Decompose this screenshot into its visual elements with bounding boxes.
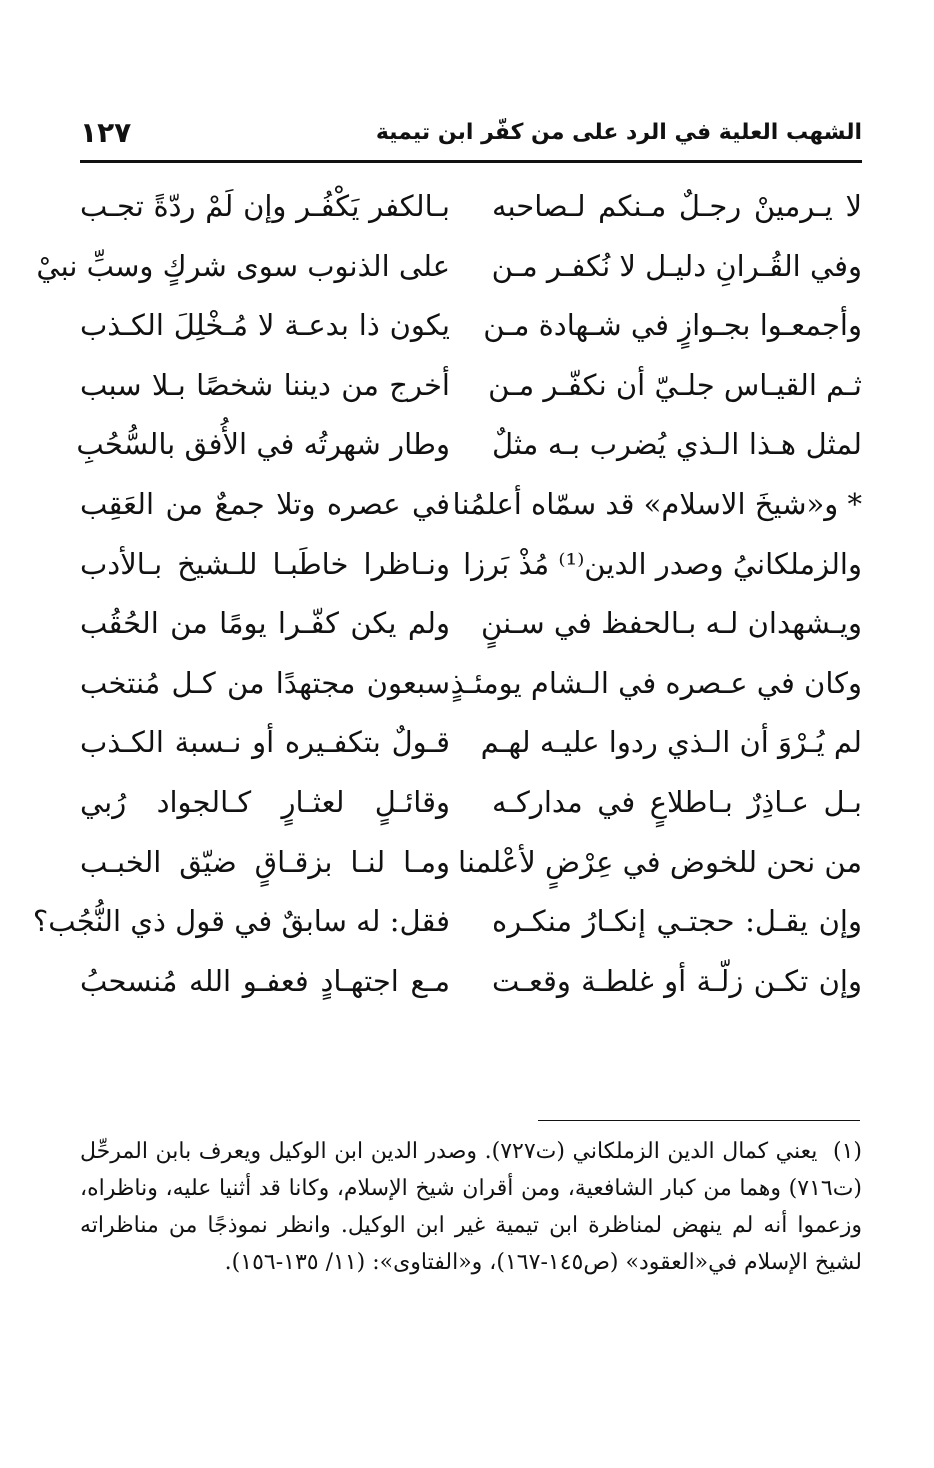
second-hemistich: مـع اجتهـادٍ فعفـو الله مُنسحبُ — [80, 963, 450, 998]
verse-line — [36, 238, 862, 298]
verse-line — [80, 655, 862, 715]
second-hemistich: فقل: له سابقٌ في قول ذي النُّجُب؟ — [32, 904, 450, 939]
first-hemistich: وكان في عـصره في الـشام يومئـذٍ — [450, 665, 862, 700]
first-hemistich: وإن يقـل: حجتـي إنكـارُ منكـره — [492, 904, 862, 939]
verse-line — [80, 595, 862, 655]
second-hemistich: سبعون مجتهدًا من كـل مُنتخب — [80, 665, 450, 700]
verse-line — [80, 357, 862, 417]
second-hemistich: أخرج من ديننا شخصًا بـلا سبب — [80, 367, 450, 402]
book-title: الشهب العلية في الرد على من كفّر ابن تيمية — [375, 120, 862, 145]
first-hemistich: بـل عـاذِرٌ بـاطلاعٍ في مداركـه — [492, 784, 862, 819]
running-header — [80, 112, 862, 158]
verse-line — [80, 297, 862, 357]
footnote — [80, 1133, 862, 1281]
first-hemistich: وأجمعـوا بجـوازٍ في شـهادة مـن — [483, 308, 862, 343]
second-hemistich: قـولٌ بتكفـيره أو نـسبة الكـذب — [80, 725, 450, 760]
second-hemistich: ونـاظرا خاطَبـا للـشيخ بـالأدب — [80, 546, 450, 581]
footnote-divider — [538, 1120, 860, 1121]
first-hemistich: لا يـرمينْ رجـلٌ مـنكم لـصاحبه — [492, 189, 862, 223]
first-hemistich: وفي القُـرانِ دليـل لا نُكفـر مـن — [491, 248, 862, 283]
verse-line — [76, 416, 862, 476]
verse-line — [80, 714, 862, 774]
page-number: ١٢٧ — [80, 116, 132, 149]
first-hemistich: وإن تكـن زلّـة أو غلطـة وقعـت — [492, 963, 862, 998]
first-hemistich: والزملكانيُ وصدر الدين⁽¹⁾ مُذْ بَرزا — [463, 546, 862, 581]
second-hemistich: ومـا لنـا بزقـاقٍ ضيّق الخبـب — [80, 844, 450, 879]
second-hemistich: ولم يكن كفّـرا يومًا من الحُقُب — [80, 606, 450, 641]
verse-line — [32, 893, 862, 953]
second-hemistich: بـالكفر يَكْفُـر وإن لَمْ ردّةً تجـب — [80, 189, 450, 223]
verse-line — [80, 953, 862, 1013]
first-hemistich: * و«شيخَ الاسلام» قد سمّاه أعلمُنا — [452, 486, 862, 521]
header-divider — [80, 160, 862, 163]
first-hemistich: من نحن للخوض في عِرْضٍ لأعْلمنا — [458, 844, 862, 879]
second-hemistich: وطار شهرتُه في الأُفق بالسُّحُبِ — [76, 427, 450, 462]
first-hemistich: ثـم القيـاس جلـيّ أن نكفّـر مـن — [488, 367, 862, 402]
first-hemistich: ويـشهدان لـه بـالحفظ في سـننٍ — [481, 606, 862, 641]
verse-line — [80, 834, 862, 894]
first-hemistich: لمثل هـذا الـذي يُضرب بـه مثلٌ — [492, 427, 862, 462]
footnote-text: يعني كمال الدين الزملكاني (ت٧٢٧). وصدر الدين ابن الوكيل ويعرف بابن المرحِّل (ت٧١٦) وهما من كبار الشافعية، ومن أقران شيخ الإسلام، وكانا قد أثنيا عليه، وناظراه، وزعموا أنه لم ينهض لمناظرة ابن تيمية غير ابن الوكيل. وانظر نموذجًا من مناظراته لشيخ الإسلام في«العقود» (ص١٤٥-١٦٧)، و«الفتاوى»: (١١/ ١٣٥-١٥٦). — [80, 1139, 862, 1275]
footnote-marker: (١) — [832, 1139, 862, 1164]
verse-line — [80, 476, 862, 536]
second-hemistich: وقائـلٍ لعثـارٍ كـالجواد رُبي — [80, 784, 450, 819]
second-hemistich: يكون ذا بدعـة لا مُـخْلِلَ الكـذب — [80, 308, 450, 343]
verse-line — [80, 536, 862, 596]
verse-line — [80, 178, 862, 238]
verse-line — [80, 774, 862, 834]
second-hemistich: على الذنوب سوى شركٍ وسبِّ نبيْ — [36, 248, 450, 283]
poem — [32, 178, 862, 1012]
first-hemistich: لم يُـرْوَ أن الـذي ردوا عليـه لهـم — [480, 725, 862, 760]
second-hemistich: في عصره وتلا جمعٌ من العَقِب — [80, 486, 450, 521]
